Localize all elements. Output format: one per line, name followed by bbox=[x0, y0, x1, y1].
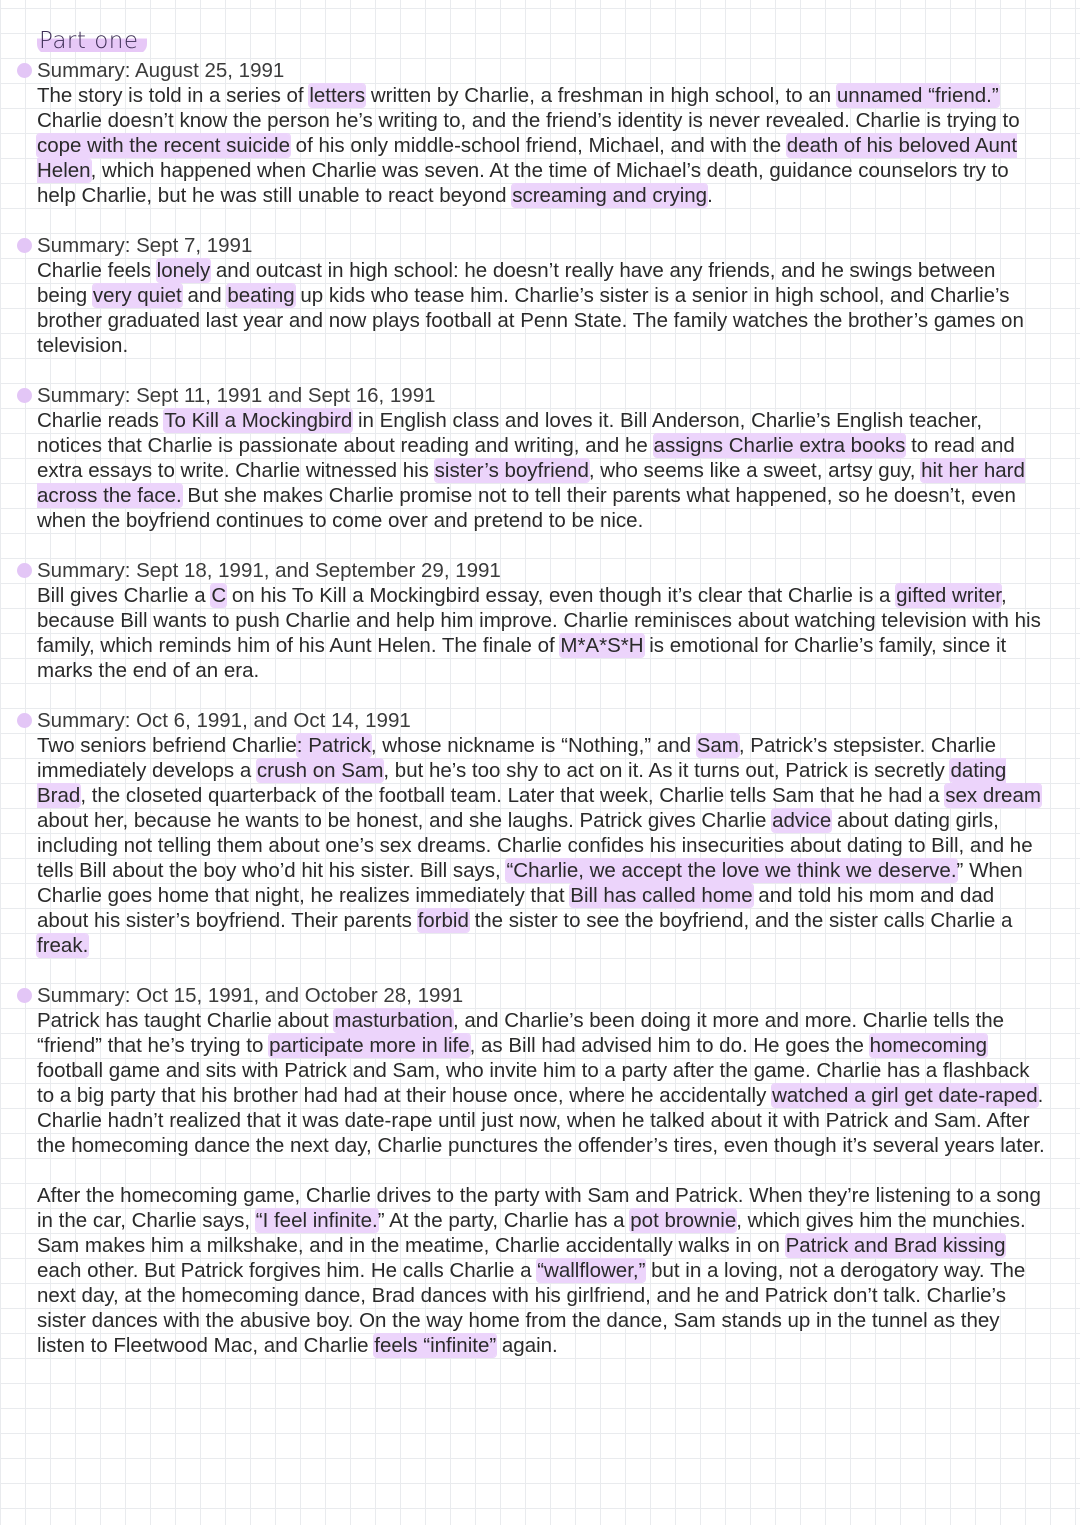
bullet-dot-icon bbox=[17, 563, 32, 578]
highlighted-phrase: “Charlie, we accept the love we think we deserve. bbox=[506, 859, 957, 882]
body-text-run: Bill gives Charlie a bbox=[37, 584, 212, 607]
body-text-run: , which gives him the munchies. Sam makes him a milkshake, and in the meatime, Charlie accidentally walks in on bbox=[37, 1209, 1026, 1257]
section-body bbox=[37, 408, 1047, 533]
highlighted-phrase: cope with the recent suicide bbox=[37, 134, 290, 157]
page-title-text: Part one bbox=[37, 28, 147, 54]
body-text-run: ” At the party, Charlie has a bbox=[377, 1209, 631, 1232]
highlighted-phrase: homecoming bbox=[869, 1034, 987, 1057]
highlighted-phrase: participate more in life bbox=[269, 1034, 470, 1057]
body-text-run: each other. But Patrick forgives him. He calls Charlie a bbox=[37, 1259, 538, 1282]
bullet-dot-icon bbox=[17, 63, 32, 78]
body-text-run: , the closeted quarterback of the football team. Later that week, Charlie tells Sam that he had a bbox=[80, 784, 946, 807]
summary-section bbox=[37, 233, 1047, 358]
section-body bbox=[37, 258, 1047, 358]
body-text-run: , but he’s too shy to act on it. As it turns out, Patrick is secretly bbox=[383, 759, 951, 782]
highlighted-phrase: “wallflower,” bbox=[537, 1259, 646, 1282]
body-text-run: Two seniors befriend Charlie bbox=[37, 734, 297, 757]
body-text-run: After the homecoming game, Charlie drives to the party with Sam and Patrick. When they’re listening to a song in the car, Charlie says, bbox=[37, 1184, 1041, 1232]
highlighted-phrase: advice bbox=[772, 809, 832, 832]
section-heading: Summary: Oct 15, 1991, and October 28, 1991 bbox=[37, 984, 464, 1007]
body-text-run: about her, because he wants to be honest, and she laughs. Patrick gives Charlie bbox=[37, 809, 773, 832]
body-text-run: , whose nickname is “Nothing,” and bbox=[370, 734, 697, 757]
body-text-run: , and Charlie’s been doing it more and more. Charlie tells the “friend” that he’s trying to bbox=[37, 1009, 1005, 1057]
body-text-run: . Charlie hadn’t realized that it was date-rape until just now, when he talked about it with Patrick and Sam. After the homecoming dance the next day, Charlie punctures the offender’s tires, even though it’s several years later. bbox=[37, 1084, 1045, 1157]
highlighted-phrase: forbid bbox=[417, 909, 469, 932]
body-text-run: of his only middle-school friend, Michael, and with the bbox=[289, 134, 787, 157]
body-text-run: and told his mom and dad about his sister’s boyfriend. Their parents bbox=[37, 884, 995, 932]
body-text-run: written by Charlie, a freshman in high school, to an bbox=[365, 84, 837, 107]
section-body bbox=[37, 583, 1047, 683]
highlighted-phrase: unnamed “friend.” bbox=[836, 84, 999, 107]
summary-sections bbox=[37, 58, 1047, 1358]
section-body bbox=[37, 1008, 1047, 1158]
section-body bbox=[37, 1183, 1047, 1358]
body-text-run: , Patrick’s stepsister. Charlie immediately develops a bbox=[37, 734, 996, 782]
title-area bbox=[37, 26, 1047, 58]
bullet-dot-icon bbox=[17, 388, 32, 403]
body-text-run: But she makes Charlie promise not to tell their parents what happened, so he doesn’t, even when the boyfriend continues to come over and pretend to be nice. bbox=[37, 484, 1016, 532]
highlighted-phrase: very quiet bbox=[92, 284, 182, 307]
summary-section bbox=[37, 1183, 1047, 1358]
body-text-run: but in a loving, not a derogatory way. The next day, at the homecoming dance, Brad dances with his girlfriend, and he and Patrick don’t talk. Charlie’s sister dances with the abusive boy. On the way home from the dance, Sam stands up in the tunnel as they listen to Fleetwood Mac, and Charlie bbox=[37, 1259, 1026, 1357]
section-heading: Summary: Sept 11, 1991 and Sept 16, 1991 bbox=[37, 384, 436, 407]
highlighted-phrase: beating bbox=[227, 284, 295, 307]
highlighted-phrase: Bill has called home bbox=[570, 884, 753, 907]
highlighted-phrase: letters bbox=[309, 84, 366, 107]
summary-section bbox=[37, 708, 1047, 958]
body-text-run: Charlie doesn’t know the person he’s writing to, and the friend’s identity is never revealed. Charlie is trying to bbox=[37, 109, 1020, 132]
highlighted-phrase: dating Brad bbox=[37, 759, 1007, 807]
highlighted-phrase: screaming and crying bbox=[512, 184, 708, 207]
body-text-run: Charlie feels bbox=[37, 259, 157, 282]
body-text-run: , as Bill had advised him to do. He goes the bbox=[469, 1034, 870, 1057]
highlighted-phrase: death of his beloved Aunt Helen bbox=[37, 134, 1018, 182]
highlighted-phrase: Patrick and Brad kissing bbox=[785, 1234, 1006, 1257]
body-text-run: up kids who tease him. Charlie’s sister is a senior in high school, and Charlie’s brother graduated last year and now plays football at Penn State. The family watches the brother’s games on television. bbox=[37, 284, 1024, 357]
body-text-run: and bbox=[181, 284, 228, 307]
body-text-run: , who seems like a sweet, artsy guy, bbox=[588, 459, 922, 482]
section-heading: Summary: Sept 7, 1991 bbox=[37, 234, 253, 257]
highlighted-phrase: To Kill a Mockingbird bbox=[164, 409, 353, 432]
body-text-run: in English class and loves it. Bill Anderson, Charlie’s English teacher, notices that Charlie is passionate about reading and writing, and he bbox=[37, 409, 983, 457]
summary-section bbox=[37, 558, 1047, 683]
body-text-run: Patrick has taught Charlie about bbox=[37, 1009, 335, 1032]
highlighted-phrase: M*A*S*H bbox=[560, 634, 644, 657]
body-text-run: Charlie reads bbox=[37, 409, 165, 432]
body-text-run: is emotional for Charlie’s family, since it marks the end of an era. bbox=[37, 634, 1007, 682]
bullet-dot-icon bbox=[17, 713, 32, 728]
highlighted-phrase: watched a girl get date-raped bbox=[772, 1084, 1038, 1107]
highlighted-phrase: Sam bbox=[696, 734, 739, 757]
body-text-run: The story is told in a series of bbox=[37, 84, 310, 107]
body-text-run: to read and extra essays to write. Charlie witnessed his bbox=[37, 434, 1015, 482]
highlighted-phrase: : Patrick bbox=[296, 734, 371, 757]
body-text-run: about dating girls, including not telling them about one’s sex dreams. Charlie confides his insecurities about dating to Bill, and he tells Bill about the boy who’d hit his sister. Bill says, bbox=[37, 809, 1033, 882]
body-text-run: , which happened when Charlie was seven. At the time of Michael’s death, guidance counselors try to help Charlie, but he was still unable to react beyond bbox=[37, 159, 1009, 207]
body-text-run: ” When Charlie goes home that night, he realizes immediately that bbox=[37, 859, 1023, 907]
highlighted-phrase: C bbox=[211, 584, 227, 607]
bullet-dot-icon bbox=[17, 988, 32, 1003]
summary-section bbox=[37, 383, 1047, 533]
highlighted-phrase: crush on Sam bbox=[256, 759, 384, 782]
body-text-run: . bbox=[707, 184, 713, 207]
section-heading: Summary: Oct 6, 1991, and Oct 14, 1991 bbox=[37, 709, 411, 732]
section-heading: Summary: Sept 18, 1991, and September 29, 1991 bbox=[37, 559, 501, 582]
highlighted-phrase: freak. bbox=[37, 934, 89, 957]
highlighted-phrase: sister’s boyfriend bbox=[434, 459, 589, 482]
body-text-run: and outcast in high school: he doesn’t really have any friends, and he swings between being bbox=[37, 259, 996, 307]
highlighted-phrase: “I feel infinite. bbox=[255, 1209, 378, 1232]
highlighted-phrase: pot brownie bbox=[630, 1209, 737, 1232]
highlighted-phrase: sex dream bbox=[945, 784, 1041, 807]
highlighted-phrase: masturbation bbox=[334, 1009, 453, 1032]
section-heading: Summary: August 25, 1991 bbox=[37, 59, 285, 82]
section-body bbox=[37, 83, 1047, 208]
highlighted-phrase: feels “infinite” bbox=[374, 1334, 497, 1357]
highlighted-phrase: gifted writer bbox=[896, 584, 1001, 607]
summary-section bbox=[37, 58, 1047, 208]
page-title bbox=[37, 28, 147, 54]
body-text-run: again. bbox=[496, 1334, 558, 1357]
body-text-run: the sister to see the boyfriend, and the sister calls Charlie a bbox=[468, 909, 1013, 932]
highlighted-phrase: assigns Charlie extra books bbox=[653, 434, 906, 457]
body-text-run: football game and sits with Patrick and Sam, who invite him to a party after the game. Charlie has a flashback to a big party that his brother had had at their house once, where he accidentally bbox=[37, 1059, 1030, 1107]
summary-section bbox=[37, 983, 1047, 1158]
body-text-run: , because Bill wants to push Charlie and help him improve. Charlie reminisces about watching television with his family, which reminds him of his Aunt Helen. The finale of bbox=[37, 584, 1041, 657]
highlighted-phrase: lonely bbox=[156, 259, 211, 282]
bullet-dot-icon bbox=[17, 238, 32, 253]
section-body bbox=[37, 733, 1047, 958]
highlighted-phrase: hit her hard across the face. bbox=[37, 459, 1025, 507]
notes-page bbox=[37, 26, 1047, 1358]
body-text-run: on his To Kill a Mockingbird essay, even though it’s clear that Charlie is a bbox=[226, 584, 897, 607]
